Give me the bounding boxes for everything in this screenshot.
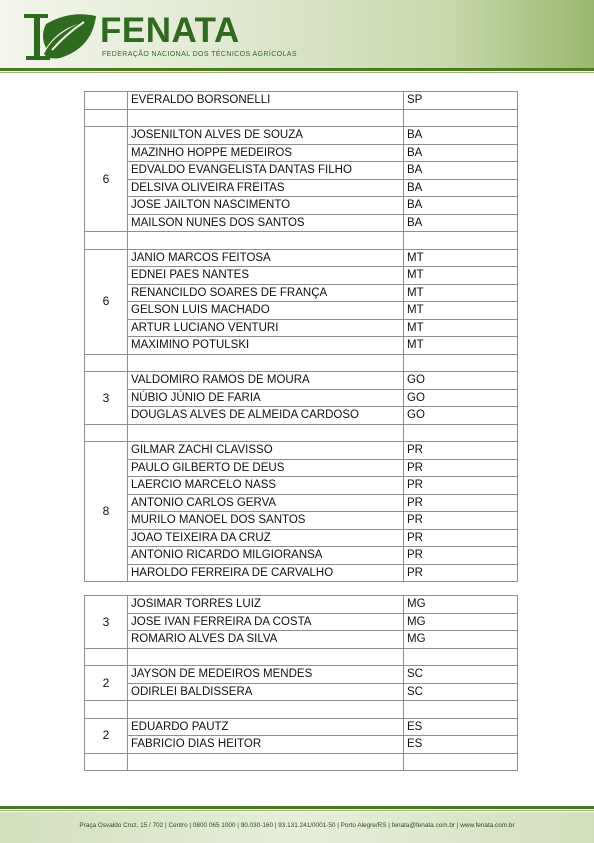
header-rule-thin [0, 72, 594, 73]
table-row [85, 249, 518, 267]
state-cell: ES [404, 736, 518, 754]
name-cell: NÚBIO JÚNIO DE FARIA [128, 389, 404, 407]
name-cell: DELSIVA OLIVEIRA FREITAS [128, 179, 404, 197]
table-row [85, 494, 518, 512]
state-cell: BA [404, 179, 518, 197]
state-cell: PR [404, 459, 518, 477]
table-row [85, 389, 518, 407]
table-row [85, 92, 518, 110]
name-cell: ARTUR LUCIANO VENTURI [128, 319, 404, 337]
blank-row [85, 648, 518, 666]
header-rule [0, 68, 594, 71]
state-cell: SC [404, 683, 518, 701]
state-cell: PR [404, 512, 518, 530]
state-cell: BA [404, 214, 518, 232]
table-row [85, 512, 518, 530]
state-cell: MT [404, 249, 518, 267]
table-row [85, 144, 518, 162]
name-cell: ROMARIO ALVES DA SILVA [128, 631, 404, 649]
name-cell: JOSENILTON ALVES DE SOUZA [128, 127, 404, 145]
state-cell: PR [404, 529, 518, 547]
table-row [85, 284, 518, 302]
table-row [85, 214, 518, 232]
leaf-logo-icon [22, 10, 98, 62]
roster-table-1 [84, 91, 518, 582]
name-cell: JOSE JAILTON NASCIMENTO [128, 197, 404, 215]
name-cell: MAILSON NUNES DOS SANTOS [128, 214, 404, 232]
footer-contact-text: Praça Osvaldo Cruz, 15 / 702 | Centro | 0800 065 1000 | 90.030-160 | 93.131.241/0001-50 | Porto Alegre/RS | fenata@fenata.com.br | www.fenata.com.br [79, 822, 515, 829]
name-cell: JOSE IVAN FERREIRA DA COSTA [128, 613, 404, 631]
table-row [85, 683, 518, 701]
state-cell: PR [404, 494, 518, 512]
table-row [85, 564, 518, 582]
table-row [85, 442, 518, 460]
page-footer [0, 806, 594, 843]
state-cell: MG [404, 596, 518, 614]
name-cell: LAERCIO MARCELO NASS [128, 477, 404, 495]
count-cell [85, 92, 128, 110]
name-cell: PAULO GILBERTO DE DEUS [128, 459, 404, 477]
state-cell: MT [404, 284, 518, 302]
table-row [85, 477, 518, 495]
state-cell: MT [404, 337, 518, 355]
table-row [85, 596, 518, 614]
name-cell: ANTONIO CARLOS GERVA [128, 494, 404, 512]
count-cell: 2 [85, 666, 128, 701]
state-cell: ES [404, 718, 518, 736]
table-row [85, 459, 518, 477]
state-cell: SP [404, 92, 518, 110]
state-cell: MG [404, 613, 518, 631]
state-cell: SC [404, 666, 518, 684]
table-row [85, 613, 518, 631]
state-cell: MT [404, 319, 518, 337]
count-cell: 6 [85, 249, 128, 354]
name-cell: HAROLDO FERREIRA DE CARVALHO [128, 564, 404, 582]
name-cell: MURILO MANOEL DOS SANTOS [128, 512, 404, 530]
table-row [85, 302, 518, 320]
state-cell: BA [404, 197, 518, 215]
state-cell: GO [404, 372, 518, 390]
name-cell: VALDOMIRO RAMOS DE MOURA [128, 372, 404, 390]
blank-row [85, 424, 518, 442]
brand-name: FENATA [100, 11, 240, 50]
name-cell: JOAO TEIXEIRA DA CRUZ [128, 529, 404, 547]
footer-rule [0, 806, 594, 809]
name-cell: EDUARDO PAUTZ [128, 718, 404, 736]
state-cell: GO [404, 407, 518, 425]
state-cell: PR [404, 564, 518, 582]
table-row [85, 197, 518, 215]
table-row [85, 372, 518, 390]
name-cell: JOSIMAR TORRES LUIZ [128, 596, 404, 614]
blank-row [85, 753, 518, 771]
count-cell: 2 [85, 718, 128, 753]
table-row [85, 162, 518, 180]
name-cell: ANTONIO RICARDO MILGIORANSA [128, 547, 404, 565]
state-cell: BA [404, 127, 518, 145]
name-cell: DOUGLAS ALVES DE ALMEIDA CARDOSO [128, 407, 404, 425]
name-cell: MAXIMINO POTULSKI [128, 337, 404, 355]
name-cell: MAZINHO HOPPE MEDEIROS [128, 144, 404, 162]
name-cell: JANIO MARCOS FEITOSA [128, 249, 404, 267]
table-row [85, 529, 518, 547]
brand-subtitle: FEDERAÇÃO NACIONAL DOS TÉCNICOS AGRÍCOLAS [102, 51, 297, 58]
count-cell: 8 [85, 442, 128, 582]
state-cell: PR [404, 547, 518, 565]
table-row [85, 127, 518, 145]
table-row [85, 666, 518, 684]
state-cell: MG [404, 631, 518, 649]
name-cell: EDVALDO EVANGELISTA DANTAS FILHO [128, 162, 404, 180]
table-row [85, 407, 518, 425]
table-row [85, 319, 518, 337]
count-cell: 6 [85, 127, 128, 232]
name-cell: FABRICIO DIAS HEITOR [128, 736, 404, 754]
blank-row [85, 109, 518, 127]
table-row [85, 179, 518, 197]
page-header [0, 0, 594, 76]
table-row [85, 736, 518, 754]
blank-row [85, 232, 518, 250]
name-cell: EVERALDO BORSONELLI [128, 92, 404, 110]
blank-row [85, 354, 518, 372]
name-cell: RENANCILDO SOARES DE FRANÇA [128, 284, 404, 302]
roster-table-2 [84, 595, 518, 771]
count-cell: 3 [85, 596, 128, 649]
name-cell: EDNEI PAES NANTES [128, 267, 404, 285]
state-cell: MT [404, 302, 518, 320]
state-cell: PR [404, 442, 518, 460]
table-row [85, 631, 518, 649]
state-cell: PR [404, 477, 518, 495]
blank-row [85, 701, 518, 719]
table-row [85, 718, 518, 736]
name-cell: JAYSON DE MEDEIROS MENDES [128, 666, 404, 684]
state-cell: GO [404, 389, 518, 407]
name-cell: GILMAR ZACHI CLAVISSO [128, 442, 404, 460]
state-cell: BA [404, 144, 518, 162]
state-cell: MT [404, 267, 518, 285]
state-cell: BA [404, 162, 518, 180]
table-row [85, 267, 518, 285]
footer-rule-thin [0, 810, 594, 811]
name-cell: GELSON LUIS MACHADO [128, 302, 404, 320]
count-cell: 3 [85, 372, 128, 425]
name-cell: ODIRLEI BALDISSERA [128, 683, 404, 701]
table-row [85, 337, 518, 355]
table-row [85, 547, 518, 565]
